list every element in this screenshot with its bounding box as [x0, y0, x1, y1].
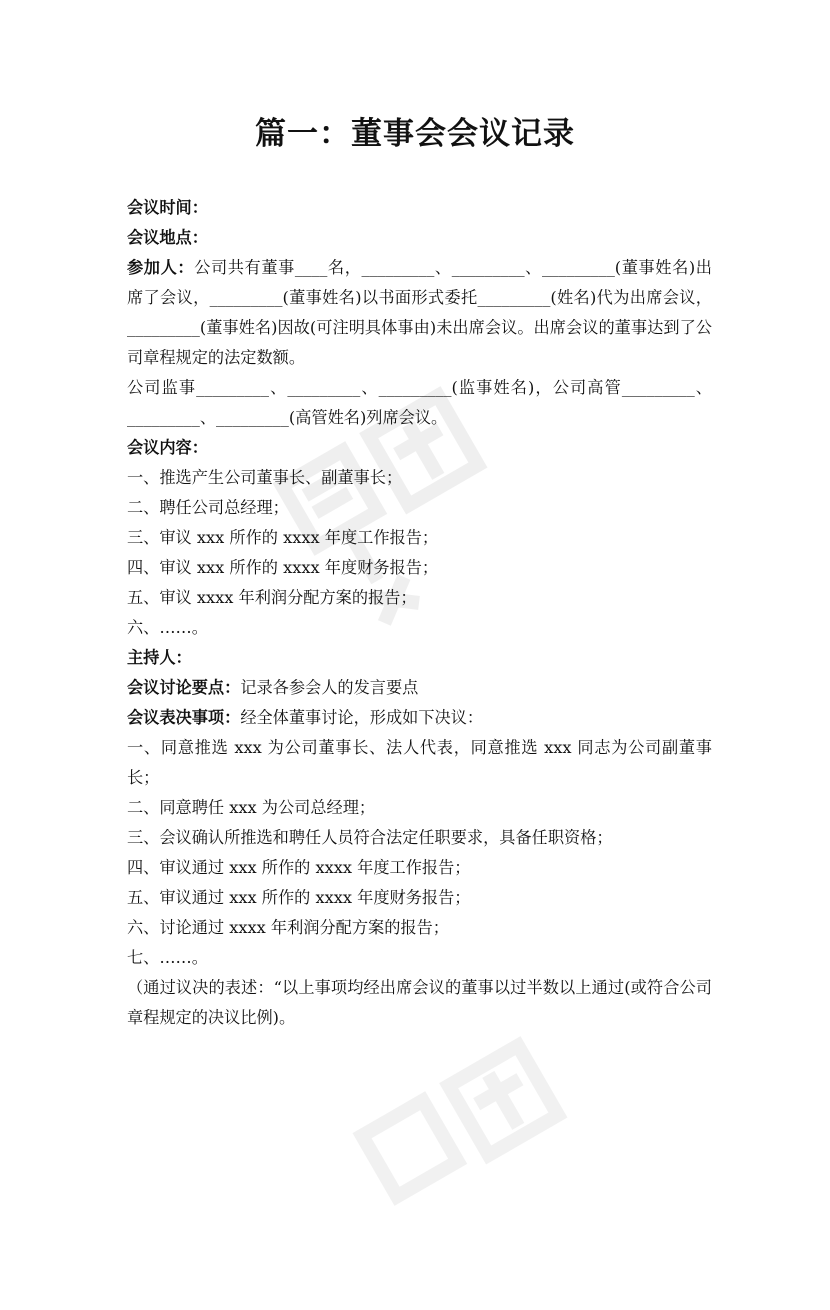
- resolution-item: 三、会议确认所推选和聘任人员符合法定任职要求，具备任职资格；: [127, 828, 613, 847]
- meeting-time-label: 会议时间：: [127, 198, 208, 217]
- page-title: 篇一：董事会会议记录: [255, 116, 575, 152]
- meeting-place-label: 会议地点：: [127, 228, 208, 247]
- resolution-text: 经全体董事讨论，形成如下决议：: [240, 708, 484, 727]
- content-item: 二、聘任公司总经理；: [127, 498, 289, 517]
- content-item: 三、审议 xxx 所作的 xxxx 年度工作报告；: [127, 528, 439, 547]
- supervisors-paragraph: 公司监事_________、_________、_________(监事姓名)，公司高管_________、_________、_________(高管姓名)列席会议。: [127, 378, 712, 427]
- discussion-text: 记录各参会人的发言要点: [240, 678, 419, 697]
- attendees-paragraph: [127, 253, 712, 373]
- watermark-logo-icon-bottom: [330, 1010, 630, 1310]
- resolution-paragraph: [127, 703, 712, 733]
- host-label: 主持人：: [127, 648, 192, 667]
- resolution-item: 二、同意聘任 xxx 为公司总经理；: [127, 798, 376, 817]
- attendees-text: 公司共有董事____名，_________、_________、_________(董事姓名)出席了会议，_________(董事姓名)以书面形式委托_________(姓名)代为出席会议，_________(董事姓名)因故(可注明具体事由)未出席会议。出席会议的董事达到了公司章程规定的法定数额。: [127, 258, 712, 367]
- closing-note: （通过议决的表述：“以上事项均经出席会议的董事以过半数以上通过(或符合公司章程规定的决议比例)。: [127, 978, 712, 1027]
- discussion-label: 会议讨论要点：: [127, 678, 241, 697]
- document-body: [127, 193, 712, 1033]
- resolution-label: 会议表决事项：: [127, 708, 241, 727]
- content-label: 会议内容：: [127, 438, 208, 457]
- content-item: 一、推选产生公司董事长、副董事长；: [127, 468, 403, 487]
- resolution-item: 六、讨论通过 xxxx 年利润分配方案的报告；: [127, 918, 449, 937]
- resolution-item: 五、审议通过 xxx 所作的 xxxx 年度财务报告；: [127, 888, 471, 907]
- content-item: 五、审议 xxxx 年利润分配方案的报告；: [127, 588, 417, 607]
- resolution-item: 一、同意推选 xxx 为公司董事长、法人代表，同意推选 xxx 同志为公司副董事长；: [127, 738, 712, 787]
- content-item: 六、……。: [127, 618, 208, 637]
- resolution-item: 四、审议通过 xxx 所作的 xxxx 年度工作报告；: [127, 858, 471, 877]
- attendees-label: 参加人：: [127, 258, 195, 277]
- content-item: 四、审议 xxx 所作的 xxxx 年度财务报告；: [127, 558, 439, 577]
- resolution-item: 七、……。: [127, 948, 208, 967]
- discussion-paragraph: [127, 673, 712, 703]
